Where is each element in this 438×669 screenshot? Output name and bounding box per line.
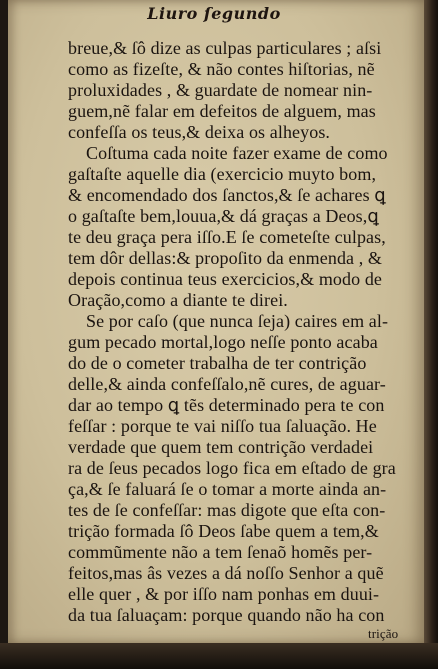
book-edge [424,0,438,669]
text-line: Se por caſo (que nunca ſeja) caires em al- [86,311,389,331]
text-line: confeſſa os teus,& deixa os alheyos. [68,122,331,142]
text-line: guem,nẽ falar em defeitos de alguem, mas [68,101,376,121]
text-line: tes de ſe confeſſar: mas digote que eſta con- [68,500,386,520]
text-line: o gaſtaſte bem,louua,& dá graças a Deos,ꝗ [68,206,379,226]
text-line: te deu graça pera iſſo.E ſe cometeſte culpas, [68,227,386,247]
text-line: ra de ſeus pecados logo fica em eſtado de gra [68,458,396,478]
text-line: trição formada ſô Deos ſabe quem a tem,& [68,521,379,541]
text-line: gaſtaſte aquelle dia (exercicio muyto bom, [68,164,377,184]
text-line: Oração,como a diante te direi. [68,290,288,310]
text-line: commũmente não a tem ſenaõ homẽs per- [68,542,373,562]
running-header: Liuro ſegundo [147,4,281,23]
text-line: delle,& ainda confeſſalo,nẽ cures, de aguar- [68,374,386,394]
text-line: elle quer , & por iſſo nam ponhas em duui- [68,584,380,604]
text-line: Coſtuma cada noite fazer exame de como [86,143,388,163]
text-line: feſſar : porque te vai niſſo tua ſaluação. He [68,416,377,436]
text-line: como as fizeſte, & não contes hiſtorias, nẽ [68,59,375,79]
text-line: breue,& ſô dize as culpas particulares ; aſsi [68,38,382,58]
text-line: do de o cometer trabalha de ter contrição [68,353,367,373]
text-line: depois continua teus exercicios,& modo de [68,269,383,289]
text-line: verdade que quem tem contrição verdadei [68,437,374,457]
text-line: dar ao tempo ꝗ tẽs determinado pera te con [68,395,385,415]
text-line: tem dôr dellas:& propoſito da enmenda , & [68,248,383,268]
text-line: da tua ſaluaçam: porque quando não ha con [68,605,385,625]
text-line: ça,& ſe faluará ſe o tomar a morte ainda an- [68,479,387,499]
text-line: feitos,mas âs vezes a dá noſſo Senhor a quẽ [68,563,384,583]
text-line: gum pecado mortal,logo neſſe ponto acaba [68,332,378,352]
text-line: proluxidades , & guardate de nomear nin- [68,80,373,100]
text-line: & encomendado dos ſanctos,& ſe achares ꝗ [68,185,386,205]
book-bottom-edge [0,643,438,669]
catchword: trição [368,626,399,641]
